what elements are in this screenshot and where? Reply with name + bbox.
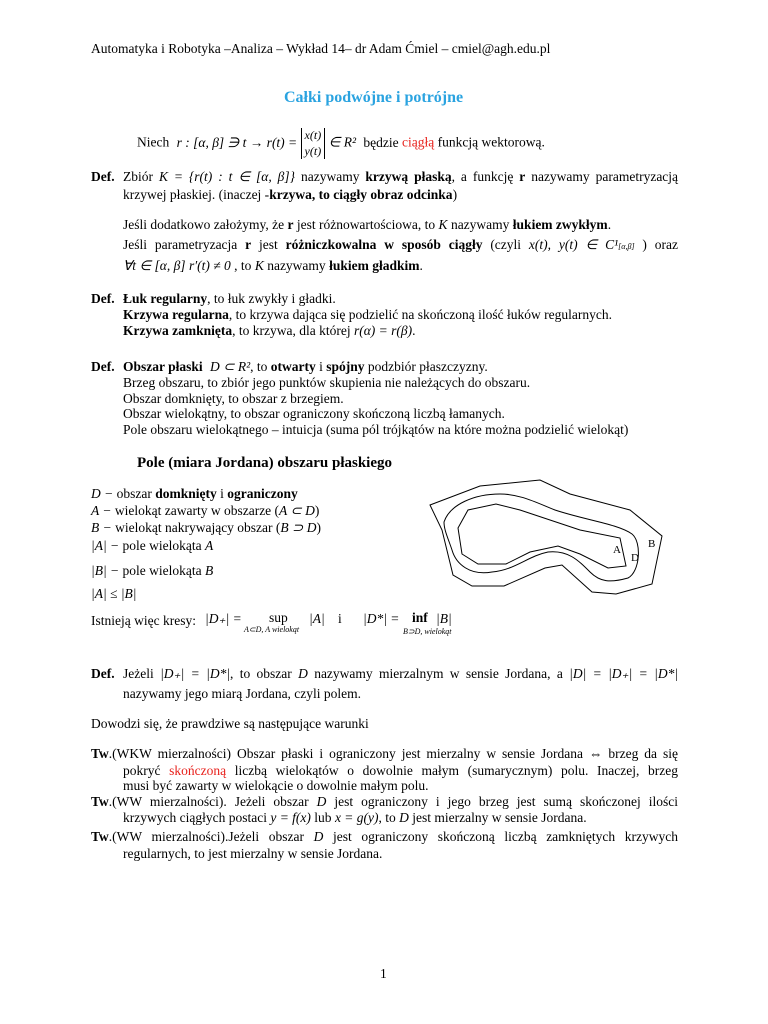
- kresy-abs-b: |B|: [436, 611, 452, 626]
- kresy-inf-sub: B⊃D, wielokąt: [403, 627, 452, 636]
- kresy-upper: |D*| =: [363, 611, 400, 626]
- def4-label: Def.: [91, 666, 115, 681]
- matrix-top: x(t): [304, 128, 322, 142]
- s2-item-5: |A| ≤ |B|: [91, 586, 137, 601]
- def2-line1: Łuk regularny, to łuk zwykły i gładki.: [123, 291, 336, 306]
- s2-item-2: B − wielokąt nakrywający obszar (B ⊃ D): [91, 520, 321, 535]
- def3-line2: Brzeg obszaru, to zbiór jego punktów skupienia nie należących do obszaru.: [123, 375, 531, 390]
- matrix-bottom: y(t): [304, 143, 322, 158]
- page-header: Automatyka i Robotyka –Analiza – Wykład 14– dr Adam Ćmiel – cmiel@agh.edu.pl: [91, 41, 551, 56]
- tw1-line2: pokryć skończoną liczbą wielokątów o dowolnie małym (sumarycznym) polu. Inaczej, brzeg: [123, 763, 678, 778]
- page-title: Całki podwójne i potrójne: [284, 89, 464, 106]
- tw3-line1: Tw.(WW mierzalności).Jeżeli obszar D jest ograniczony skończoną liczbą zamkniętych krzywych: [91, 829, 679, 844]
- tw1-line1: Tw.(WKW mierzalności) Obszar płaski i ograniczony jest mierzalny w sensie Jordana ⇔ brzeg da się: [91, 746, 678, 761]
- s2-item-3: |A| − pole wielokąta A: [91, 538, 214, 553]
- def2-line2: Krzywa regularna, to krzywa dająca się podzielić na skończoną ilość łuków regularnych.: [123, 307, 612, 322]
- kresy-text: Istnieją więc kresy:: [91, 613, 196, 628]
- def1-p3: Jeśli parametryzacja r jest różniczkowalna w sposób ciągły (czyli x(t), y(t) ∈ C¹[α,β] ) oraz: [123, 237, 679, 252]
- dowodzi-text: Dowodzi się, że prawdziwe są następujące warunki: [91, 716, 369, 731]
- page-number: 1: [380, 966, 387, 981]
- tw2-line2: krzywych ciągłych postaci y = f(x) lub x = g(y), to D jest mierzalny w sensie Jordana.: [123, 810, 587, 825]
- tw1-line3: musi być zawarty w wielokącie o dowolnie małym polu.: [123, 778, 429, 793]
- kresy-abs-a: |A|: [309, 611, 325, 626]
- def3-line5: Pole obszaru wielokątnego – intuicja (suma pól trójkątów na które można podzielić wielokąt): [123, 422, 629, 437]
- section2-title: Pole (miara Jordana) obszaru płaskiego: [137, 455, 392, 471]
- intro-map: r : [α, β] ∋ t → r(t) =: [176, 134, 298, 150]
- intro-text2: funkcją wektorową.: [437, 134, 545, 150]
- def3-line4: Obszar wielokątny, to obszar ograniczony skończoną liczbą łamanych.: [123, 406, 505, 421]
- tw2-line1: Tw.(WW mierzalności). Jeżeli obszar D jest ograniczony i jego brzeg jest sumą skończonej ilości: [91, 794, 679, 809]
- kresy-inf: inf: [412, 610, 428, 625]
- def2-line3: Krzywa zamknięta, to krzywa, dla której r(α) = r(β).: [123, 323, 416, 338]
- def1-krzywa-plaska: krzywą płaską: [365, 169, 452, 184]
- def3-label: Def.: [91, 359, 115, 374]
- s2-item-4: |B| − pole wielokąta B: [91, 563, 214, 578]
- def1-p2: Jeśli dodatkowo założymy, że r jest różnowartościowa, to K nazywamy łukiem zwykłym.: [123, 217, 612, 232]
- def3-line1: Obszar płaski D ⊂ R², to otwarty i spójny podzbiór płaszczyzny.: [123, 359, 488, 374]
- kresy-lower: |D₊| =: [205, 611, 242, 626]
- s2-item-0: D − obszar domknięty i ograniczony: [91, 486, 298, 501]
- def1-label: Def.: [91, 169, 115, 184]
- def1-K-set: K = {r(t) : t ∈ [α, β]}: [158, 169, 296, 184]
- kresy-i: i: [338, 611, 342, 626]
- def1-p4: ∀t ∈ [α, β] r′(t) ≠ 0 , to K nazywamy łukiem gładkim.: [123, 258, 423, 273]
- intro-text1: będzie: [363, 134, 399, 150]
- def1-line2: krzywej płaskiej. (inaczej -krzywa, to ciągły obraz odcinka): [123, 187, 458, 202]
- def2-label: Def.: [91, 291, 115, 306]
- def3-line3: Obszar domknięty, to obszar z brzegiem.: [123, 391, 344, 406]
- intro-red: ciągłą: [402, 134, 435, 150]
- intro-pre: Niech: [137, 134, 170, 150]
- def4-line2: nazywamy jego miarą Jordana, czyli polem.: [123, 686, 362, 701]
- jordan-figure: [420, 472, 670, 602]
- s2-item-1: A − wielokąt zawarty w obszarze (A ⊂ D): [91, 503, 320, 518]
- kresy-sup-sub: A⊂D, A wielokąt: [244, 625, 300, 634]
- fig-label-B: B: [648, 538, 656, 550]
- fig-label-D: D: [631, 552, 639, 564]
- intro-post-math: ∈ R²: [328, 134, 357, 150]
- tw3-line2: regularnych, to jest mierzalny w sensie Jordana.: [123, 846, 383, 861]
- polygon-A-inner: [458, 504, 626, 568]
- def1-line1: Zbiór K = {r(t) : t ∈ [α, β]} nazywamy krzywą płaską, a funkcję r nazywamy parametryzacją: [123, 169, 679, 184]
- def4-line1: Jeżeli |D₊| = |D*|, to obszar D nazywamy mierzalnym w sensie Jordana, a |D| = |D₊| = |D*|: [123, 666, 679, 681]
- intro-matrix: [301, 128, 326, 159]
- intro-line: [137, 128, 545, 159]
- fig-label-A: A: [613, 544, 621, 556]
- polygon-B-outer: [430, 480, 662, 594]
- kresy-sup: sup: [269, 610, 288, 625]
